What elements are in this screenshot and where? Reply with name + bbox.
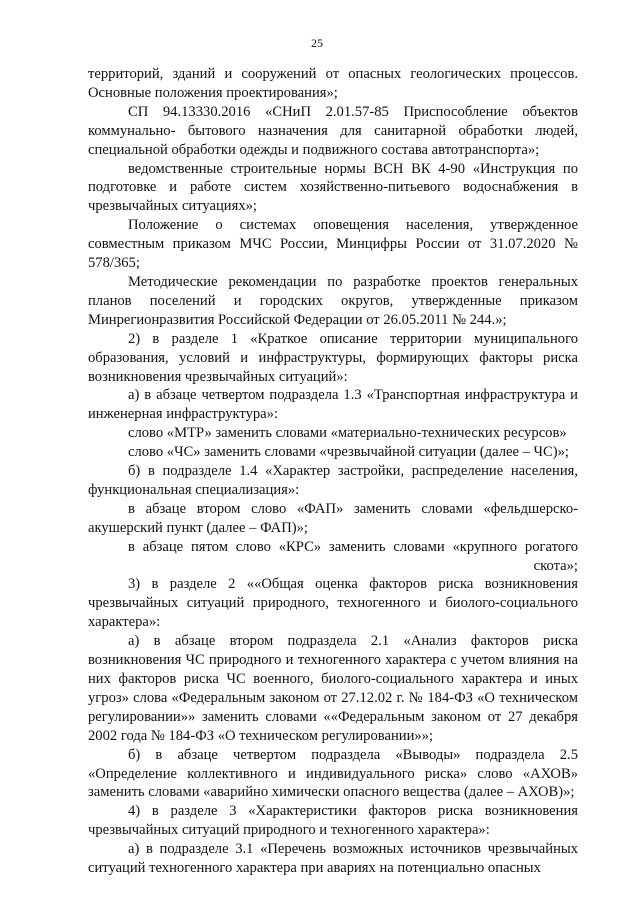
- paragraph-13: 3) в разделе 2 ««Общая оценка факторов риска возникновения чрезвычайных ситуаций природного, техногенного и биолого-социального характера»:: [88, 576, 578, 631]
- paragraph-16: 4) в разделе 3 «Характеристики факторов риска возникновения чрезвычайных ситуаций природного и техногенного характера»:: [88, 803, 578, 839]
- paragraph-11: в абзаце втором слово «ФАП» заменить словами «фельдшерско-акушерский пункт (далее – ФАП)»;: [88, 500, 578, 536]
- page-number: 25: [311, 36, 323, 50]
- paragraph-1: территорий, зданий и сооружений от опасных геологических процессов. Основные положения проектирования»;: [88, 66, 578, 101]
- paragraph-5: Методические рекомендации по разработке проектов генеральных планов поселений и городских округов, утвержденные приказом Минрегионразвития Российской Федерации от 26.05.2011 № 244.»;: [88, 273, 578, 328]
- paragraph-12: в абзаце пятом слово «КРС» заменить словами «крупного рогатого скота»;: [128, 538, 578, 574]
- paragraph-14: а) в абзаце втором подраздела 2.1 «Анализ факторов риска возникновения ЧС природного и техногенного характера с учетом влияния на них факторов риска ЧС военного, биолого-социального характера и иных угроз» слова «Федеральным законом от 27.12.02 г. № 184-ФЗ «О техническом регулировании»» заменить словами ««Федеральным законом от 27 декабря 2002 года № 184-ФЗ «О техническом регулировании»»;: [88, 633, 578, 744]
- paragraph-8: слово «МТР» заменить словами «материально-технических ресурсов»: [128, 425, 567, 442]
- paragraph-17: а) в подразделе 3.1 «Перечень возможных источников чрезвычайных ситуаций техногенного характера при авариях на потенциально опасных: [88, 841, 578, 877]
- document-body: [88, 65, 578, 878]
- paragraph-15: б) в абзаце четвертом подраздела «Выводы» подраздела 2.5 «Определение коллективного и индивидуального риска» слово «АХОВ» заменить словами «аварийно химически опасного вещества (далее – АХОВ)»;: [88, 746, 578, 801]
- paragraph-9: слово «ЧС» заменить словами «чрезвычайной ситуации (далее – ЧС)»;: [128, 444, 569, 461]
- paragraph-6: 2) в разделе 1 «Краткое описание территории муниципального образования, условий и инфраструктуры, формирующих факторы риска возникновения чрезвычайных ситуаций»:: [88, 330, 578, 385]
- paragraph-2: СП 94.13330.2016 «СНиП 2.01.57-85 Приспособление объектов коммунально- бытового назначения для санитарной обработки людей, специальной обработки одежды и подвижного состава автотранспорта»;: [88, 103, 578, 158]
- paragraph-3: ведомственные строительные нормы ВСН ВК 4-90 «Инструкция по подготовке и работе систем хозяйственно-питьевого водоснабжения в чрезвычайных ситуациях»;: [88, 160, 578, 215]
- paragraph-7: а) в абзаце четвертом подраздела 1.3 «Транспортная инфраструктура и инженерная инфраструктура»:: [88, 387, 578, 423]
- paragraph-4: Положение о системах оповещения населения, утвержденное совместным приказом МЧС России, Минцифры России от 31.07.2020 № 578/365;: [88, 217, 578, 272]
- paragraph-10: б) в подразделе 1.4 «Характер застройки, распределение населения, функциональная специализация»:: [88, 463, 578, 498]
